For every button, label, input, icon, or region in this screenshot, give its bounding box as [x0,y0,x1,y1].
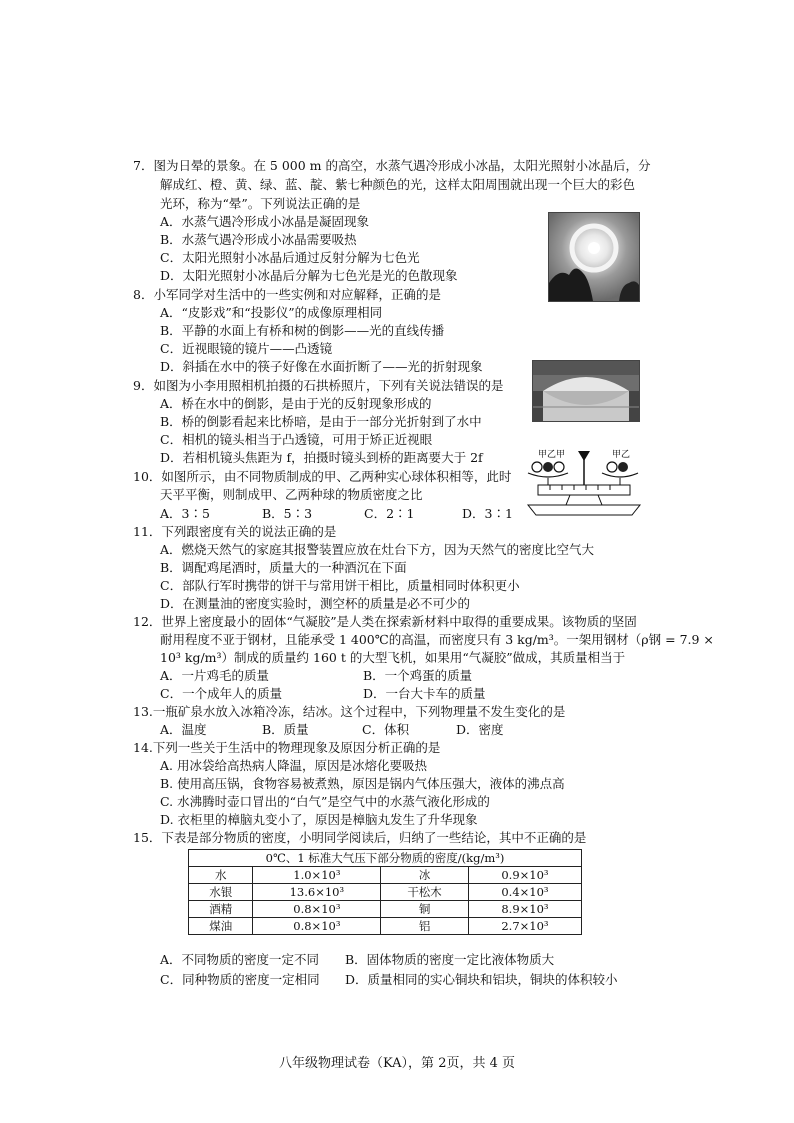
q10-option-a: A．3∶5 [160,506,210,521]
table-row [189,884,582,901]
q9-option-c: C．相机的镜头相当于凸透镜，可用于矫正近视眼 [160,432,433,447]
q9-option-a: A．桥在水中的倒影，是由于光的反射现象形成的 [160,396,432,411]
q14-option-c: C. 水沸腾时壶口冒出的“白气”是空气中的水蒸气液化形成的 [160,794,490,809]
q12-option-d: D．一台大卡车的质量 [363,686,486,701]
page-footer: 八年级物理试卷（KA），第 2页，共 4 页 [278,1056,515,1071]
balance-figure [520,445,645,525]
table-cell: 水 [189,867,253,884]
q12-stem-line1: 12．世界上密度最小的固体“气凝胶”是人类在探索新材料中取得的重要成果。该物质的坚固 [133,614,637,629]
q10-stem-line2: 天平平衡，则制成甲、乙两种球的物质密度之比 [160,487,423,502]
q10-option-b: B．5∶3 [262,506,313,521]
q9-stem: 9．如图为小李用照相机拍摄的石拱桥照片，下列有关说法错误的是 [133,378,504,393]
right-pan-label: 甲乙 [612,450,631,460]
balance-diagram [520,445,645,525]
q10-option-d: D．3∶1 [462,506,513,521]
q8-option-c: C．近视眼镜的镜片——凸透镜 [160,341,333,356]
table-cell: 0.8×10³ [253,918,381,935]
table-cell: 2.7×10³ [468,918,581,935]
q10-stem-line1: 10．如图所示，由不同物质制成的甲、乙两种实心球体积相等，此时 [133,469,512,484]
q7-option-b: B．水蒸气遇冷形成小冰晶需要吸热 [160,232,357,247]
q12-stem-line2: 耐用程度不亚于钢材，且能承受 1 400℃的高温，而密度只有 3 kg/m³。一架用钢材（ρ钢 = 7.9 × [160,632,714,647]
density-table [188,849,582,935]
q8-option-a: A．“皮影戏”和“投影仪”的成像原理相同 [160,305,383,320]
q12-option-b: B．一个鸡蛋的质量 [363,668,473,683]
table-cell: 酒精 [189,901,253,918]
q13-stem: 13.一瓶矿泉水放入冰箱冷冻，结冰。这个过程中，下列物理量不发生变化的是 [133,704,566,719]
table-cell: 0.9×10³ [468,867,581,884]
q14-option-b: B. 使用高压锅，食物容易被煮熟，原因是锅内气体压强大，液体的沸点高 [160,776,565,791]
q15-option-d: D．质量相同的实心铜块和铝块，铜块的体积较小 [345,972,618,987]
q15-option-b: B．固体物质的密度一定比液体物质大 [345,952,555,967]
solar-halo-photo [548,212,640,302]
q7-stem-line1: 7．图为日晕的景象。在 5 000 m 的高空，水蒸气遇冷形成小冰晶，太阳光照射小冰晶后，分 [133,158,651,173]
q9-option-b: B．桥的倒影看起来比桥暗，是由于一部分光折射到了水中 [160,414,482,429]
q7-option-a: A．水蒸气遇冷形成小冰晶是凝固现象 [160,214,370,229]
q11-stem: 11．下列跟密度有关的说法正确的是 [133,524,337,539]
q14-option-a: A. 用冰袋给高热病人降温，原因是冰熔化要吸热 [160,758,427,773]
q12-option-a: A．一片鸡毛的质量 [160,668,270,683]
q13-option-a: A．温度 [160,722,207,737]
table-cell: 1.0×10³ [253,867,381,884]
table-cell: 铜 [381,901,469,918]
table-caption: 0℃、1 标准大气压下部分物质的密度/(kg/m³) [189,850,582,867]
q12-option-c: C．一个成年人的质量 [160,686,283,701]
table-cell: 煤油 [189,918,253,935]
q13-option-b: B．质量 [262,722,309,737]
q13-option-c: C．体积 [362,722,410,737]
q8-option-b: B．平静的水面上有桥和树的倒影——光的直线传播 [160,323,445,338]
q8-option-d: D．斜插在水中的筷子好像在水面折断了——光的折射现象 [160,359,483,374]
table-cell: 0.4×10³ [468,884,581,901]
q9-option-d: D．若相机镜头焦距为 f，拍摄时镜头到桥的距离要大于 2f [160,450,483,465]
q15-stem: 15．下表是部分物质的密度，小明同学阅读后，归纳了一些结论，其中不正确的是 [133,830,587,845]
table-cell: 铝 [381,918,469,935]
q7-option-c: C．太阳光照射小冰晶后通过反射分解为七色光 [160,250,420,265]
table-cell: 水银 [189,884,253,901]
q11-option-b: B．调配鸡尾酒时，质量大的一种酒沉在下面 [160,560,407,575]
table-cell: 13.6×10³ [253,884,381,901]
q14-option-d: D. 衣柜里的樟脑丸变小了，原因是樟脑丸发生了升华现象 [160,812,478,827]
q13-option-d: D．密度 [456,722,504,737]
table-row [189,918,582,935]
table-cell: 冰 [381,867,469,884]
q8-stem: 8．小军同学对生活中的一些实例和对应解释，正确的是 [133,287,441,302]
q7-option-d: D．太阳光照射小冰晶后分解为七色光是光的色散现象 [160,268,458,283]
arch-bridge-photo [532,360,640,422]
left-pan-label: 甲乙甲 [538,450,566,460]
arch-bridge-image [533,361,639,421]
q7-stem-line3: 光环，称为“晕”。下列说法正确的是 [160,196,361,211]
q15-option-c: C．同种物质的密度一定相同 [160,972,320,987]
q11-option-c: C．部队行军时携带的饼干与常用饼干相比，质量相同时体积更小 [160,578,520,593]
q12-stem-line3: 10³ kg/m³）制成的质量约 160 t 的大型飞机，如果用“气凝胶”做成，其质量相当于 [160,650,626,665]
q15-option-a: A．不同物质的密度一定不同 [160,952,320,967]
table-row [189,901,582,918]
q11-option-a: A．燃烧天然气的家庭其报警装置应放在灶台下方，因为天然气的密度比空气大 [160,542,595,557]
q11-option-d: D．在测量油的密度实验时，测空杯的质量是必不可少的 [160,596,471,611]
q14-stem: 14.下列一些关于生活中的物理现象及原因分析正确的是 [133,740,441,755]
table-cell: 干松木 [381,884,469,901]
table-row [189,867,582,884]
table-cell: 0.8×10³ [253,901,381,918]
q10-option-c: C．2∶1 [364,506,415,521]
solar-halo-image [549,213,639,301]
q7-stem-line2: 解成红、橙、黄、绿、蓝、靛、紫七种颜色的光，这样太阳周围就出现一个巨大的彩色 [160,177,636,192]
table-cell: 8.9×10³ [468,901,581,918]
